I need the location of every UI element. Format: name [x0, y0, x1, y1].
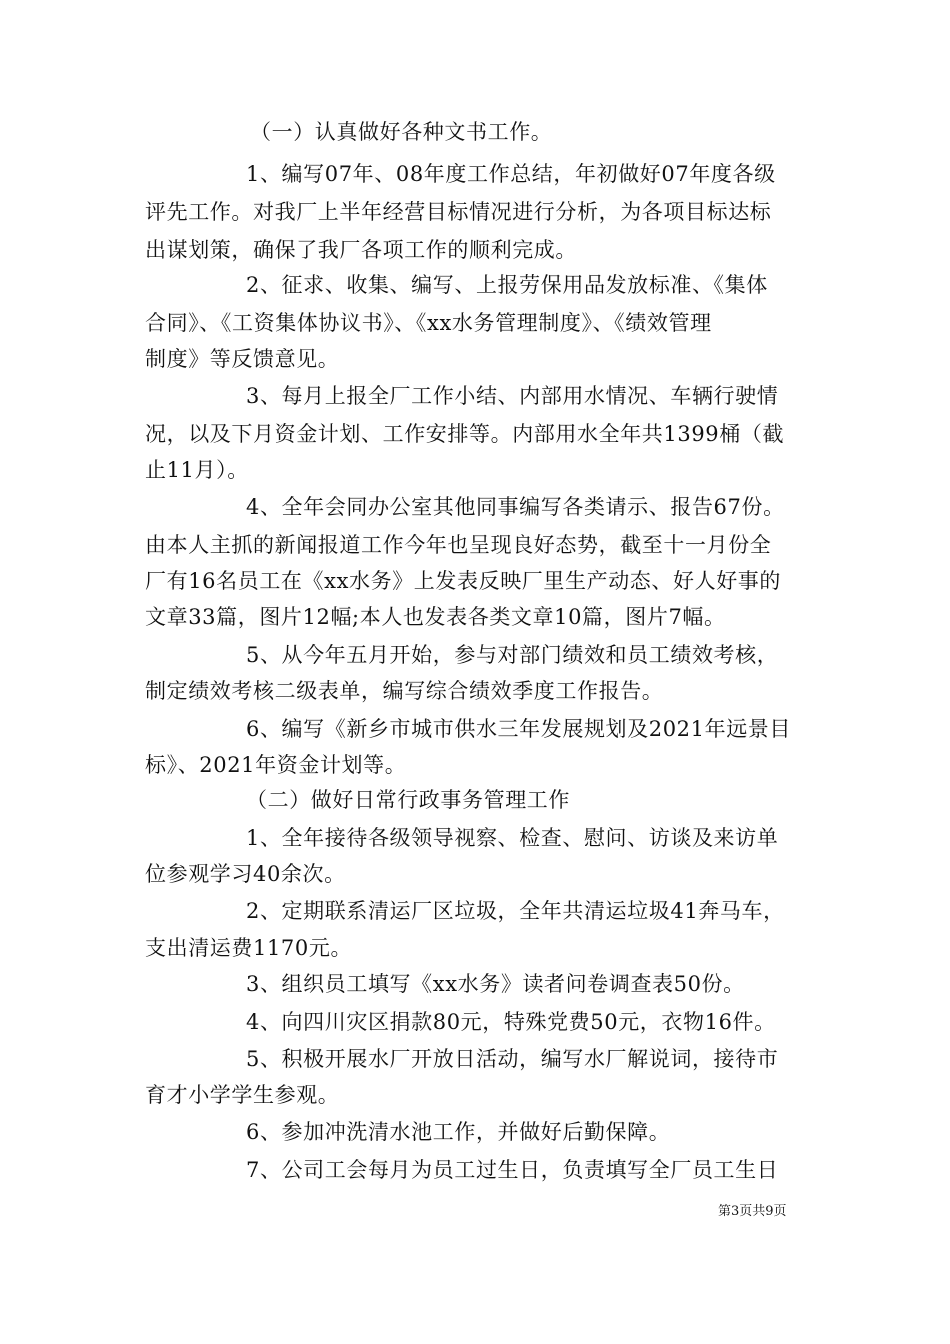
section-heading: （二）做好日常行政事务管理工作 — [246, 788, 570, 812]
paragraph-line: 位参观学习40余次。 — [145, 862, 346, 886]
paragraph-line: 文章33篇，图片12幅;本人也发表各类文章10篇，图片7幅。 — [145, 605, 726, 629]
paragraph-line: 3、每月上报全厂工作小结、内部用水情况、车辆行驶情 — [246, 384, 779, 408]
paragraph-line: 3、组织员工填写《xx水务》读者问卷调查表50份。 — [246, 972, 745, 996]
paragraph-line: 制度》等反馈意见。 — [145, 347, 340, 371]
paragraph-line: 制定绩效考核二级表单，编写综合绩效季度工作报告。 — [145, 679, 664, 703]
paragraph-line: 6、参加冲洗清水池工作，并做好后勤保障。 — [246, 1120, 671, 1144]
paragraph-line: 1、全年接待各级领导视察、检查、慰问、访谈及来访单 — [246, 826, 779, 850]
paragraph-line: 支出清运费1170元。 — [145, 936, 353, 960]
paragraph-line: 5、积极开展水厂开放日活动，编写水厂解说词，接待市 — [246, 1047, 779, 1071]
paragraph-line: 出谋划策，确保了我厂各项工作的顺利完成。 — [145, 238, 577, 262]
paragraph-line: 2、定期联系清运厂区垃圾，全年共清运垃圾41奔马车， — [246, 899, 785, 923]
paragraph-line: 7、公司工会每月为员工过生日，负责填写全厂员工生日 — [246, 1158, 779, 1182]
paragraph-line: 6、编写《新乡市城市供水三年发展规划及2021年远景目 — [246, 717, 792, 741]
paragraph-line: 1、编写07年、08年度工作总结，年初做好07年度各级 — [246, 162, 776, 186]
paragraph-line: 合同》、《工资集体协议书》、《xx水务管理制度》、《绩效管理 — [145, 311, 712, 335]
paragraph-line: 标》、2021年资金计划等。 — [145, 753, 407, 777]
paragraph-line: 止11月）。 — [145, 458, 249, 482]
paragraph-line: 5、从今年五月开始，参与对部门绩效和员工绩效考核， — [246, 643, 779, 667]
paragraph-line: 由本人主抓的新闻报道工作今年也呈现良好态势，截至十一月份全 — [145, 533, 772, 557]
paragraph-line: 2、征求、收集、编写、上报劳保用品发放标准、《集体 — [246, 273, 768, 297]
paragraph-line: 4、全年会同办公室其他同事编写各类请示、报告67份。 — [246, 495, 785, 519]
paragraph-line: 评先工作。对我厂上半年经营目标情况进行分析，为各项目标达标 — [145, 200, 772, 224]
paragraph-line: 况，以及下月资金计划、工作安排等。内部用水全年共1399桶（截 — [145, 422, 785, 446]
paragraph-line: 厂有16名员工在《xx水务》上发表反映厂里生产动态、好人好事的 — [145, 569, 782, 593]
page-number: 第3页共9页 — [718, 1204, 787, 1219]
section-heading: （一）认真做好各种文书工作。 — [250, 120, 553, 144]
paragraph-line: 4、向四川灾区捐款80元，特殊党费50元，衣物16件。 — [246, 1010, 776, 1034]
paragraph-line: 育才小学学生参观。 — [145, 1083, 340, 1107]
